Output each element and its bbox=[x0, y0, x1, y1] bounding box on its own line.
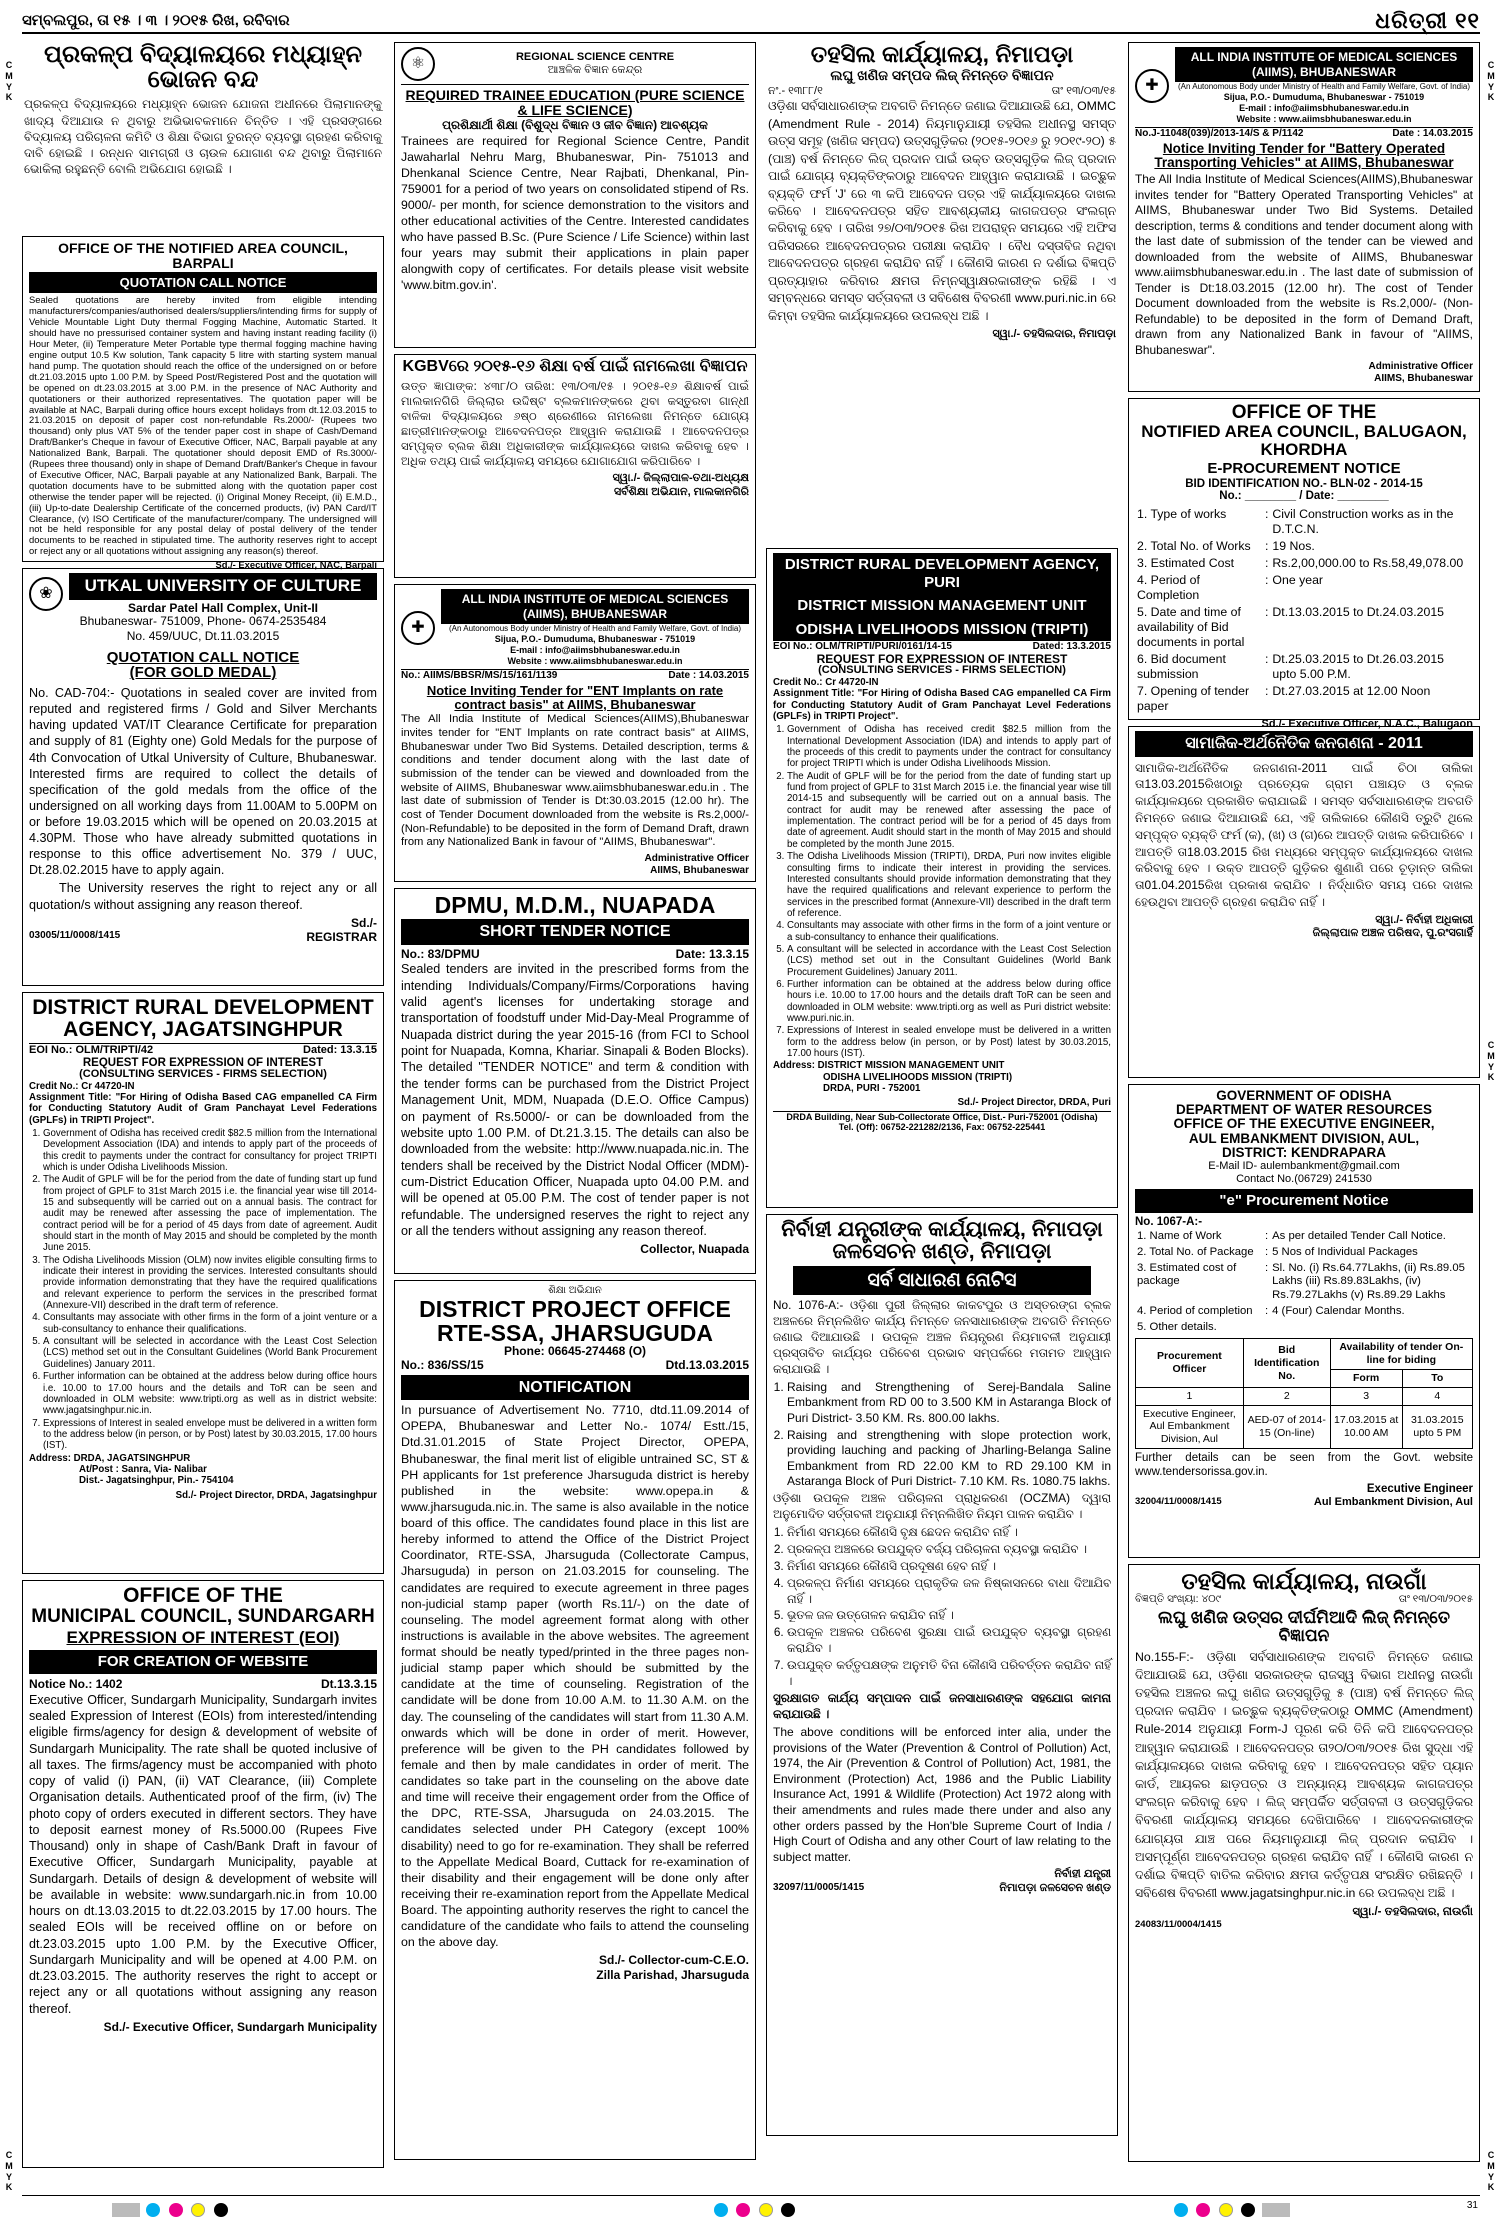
magenta-swatch bbox=[1196, 2203, 1210, 2217]
column-1 bbox=[22, 42, 384, 2174]
masthead-page: ଧରିତ୍ରୀ ୧୧ bbox=[1375, 8, 1480, 33]
ad-tahasil-naugaon: ତହସିଲ କାର୍ଯ୍ୟାଳୟ, ନାଉଗାଁ ବିଜ୍ଞପ୍ତି ସଂଖ୍ୟା: ୪୦୯ ତାଂ ୧୩/୦୩/୨୦୧୫ ଲଘୁ ଖଣିଜ ଉତ୍ସର ଦୀର୍ଘମିଆଦି ଲିଜ୍ ନିମନ୍ତେ ବିଜ୍ଞାପନ No.155-F:- ଓଡ଼ିଶା ସର୍ବସାଧାରଣଙ୍କ ଅବଗତି ନିମନ୍ତେ ଜଣାଇ ଦିଆଯାଉଛି ଯେ, ଓଡ଼ିଶା ସରକାରଙ୍କ ରାଜସ୍ୱ ବିଭାଗ ଅଧୀନସ୍ଥ ନାଉଗାଁ ତହସିଲ ଅଞ୍ଚଳର ଲଘୁ ଖଣିଜ ଉତ୍ସଗୁଡ଼ିକୁ ୫ (ପାଞ୍ଚ) ବର୍ଷ ନିମନ୍ତେ ଲିଜ୍ ପ୍ରଦାନ କରାଯିବ । ଇଚ୍ଛୁକ ବ୍ୟକ୍ତିଙ୍କଠାରୁ OMMC (Amendment) Rule-2014 ଅନୁଯାୟୀ Form-J ପୂରଣ କରି ତିନି କପି ଆବେଦନପତ୍ର ଆହ୍ୱାନ କରାଯାଉଛି । ଆବେଦନପତ୍ର ତା୨୦/୦୩/୨୦୧୫ ରିଖ ସୁଦ୍ଧା ଏହି କାର୍ଯ୍ୟାଳୟରେ ଦାଖଲ କରିବାକୁ ହେବ । ଆବେଦନପତ୍ର ସହିତ ପ୍ୟାନ କାର୍ଡ, ଆୟକର ଛାଡ଼ପତ୍ର ଓ ଅନ୍ୟାନ୍ୟ ଆବଶ୍ୟକ କାଗଜପତ୍ର ସଂଲଗ୍ନ କରିବାକୁ ହେବ । ଲିଜ୍ ସମ୍ପର୍କିତ ସର୍ତ୍ତାବଳୀ ଓ ଉତ୍ସଗୁଡ଼ିକର ବିବରଣୀ କାର୍ଯ୍ୟାଳୟ ସମୟରେ ଦେଖିପାରିବେ । ଆବେଦନକାରୀଙ୍କ ଯୋଗ୍ୟତା ଯାଞ୍ଚ ପରେ ନିୟମାନୁଯାୟୀ ଲିଜ୍ ପ୍ରଦାନ କରାଯିବ । ଅସମ୍ପୂର୍ଣ୍ଣ ଆବେଦନପତ୍ର ଗ୍ରହଣ କରାଯିବ ନାହିଁ । କୌଣସି କାରଣ ନ ଦର୍ଶାଇ ବିଜ୍ଞପ୍ତି ବାତିଲ କରିବାର କ୍ଷମତା କର୍ତ୍ତୃପକ୍ଷ ସଂରକ୍ଷିତ ରଖିଛନ୍ତି । ସବିଶେଷ ବିବରଣୀ www.jagatsinghpur.nic.in ରେ ଉପଲବ୍ଧ ଅଛି । ସ୍ୱା./- ତହସିଲଦାର, ନାଉଗାଁ 24083/11/0004/1415 bbox=[1128, 1564, 1480, 2162]
university-logo-icon: ❀ bbox=[29, 577, 63, 611]
table-row: 7. Opening of tender paper : Dt.27.03.2015 at 12.00 Noon bbox=[1137, 683, 1431, 713]
black-swatch bbox=[214, 2203, 228, 2217]
black-swatch bbox=[781, 2203, 795, 2217]
ad-drda-puri: DISTRICT RURAL DEVELOPMENT AGENCY, PURI DISTRICT MISSION MANAGEMENT UNIT ODISHA LIVELIHOODS MISSION (TRIPTI) EOI No.: OLM/TRIPTI/PURI/0161/14-15 Dated: 13.3.2015 REQUEST FOR EXPRESSION OF INTEREST (CONSULTING SERVICES - FIRMS SELECTION) Credit No.: Cr 44720-IN Assignment Title: "For Hiring of Odisha Based CAG empanelled CA Firm for Conducting Statutory Audit of Gram Panchayat Level Federations (GPLFs) in TRIPTI Project". 1. Government of Odisha has received credit $82.5 million from the International Development Association (IDA) and intends to apply part of the proceeds of this credit to payments under the contract for consultancy for project TRIPTI which is under Odisha Livelihoods Mission. 2. The Audit of GPLF will be for the period from the date of funding start up fund from project of GPLF to 31st March 2015 i.e. the financial year wise till 2014-15 and subsequently will be carried out on a annual basis. The contract for audit may be renewed after assessing the pace of implementation. The contract period will be for a period of 45 days from date of agreement. Audit should start in the month of May 2015 and should be completed by the month June 2015. 3. The Odisha Livelihoods Mission (TRIPTI), DRDA, Puri now invites eligible consulting firms to indicate their interest in providing the services. Interested consultants should provide information demonstrating that they have the required qualifications and relevant experience to perform the services in the prescribed format (Annexure-VII) described in the draft term of reference. 4. Consultants may associate with other firms in the form of a joint venture or a sub-consultancy to enhance their qualifications. 5. A consultant will be selected in accordance with the Least Cost Selection (LCS) method set out in the Consultant Guidelines (World Bank Procurement Guidelines) January 2011. 6. Further information can be obtained at the address below during office hours i.e. 10.00 to 17.00 hours and the details draft ToR can be seen and downloaded in OLM website: www.tripti.org as well as Puri district website: www.puri.nic.in. 7. Expressions of Interest in sealed envelope must be delivered in a written form to the address below (in person, or by Post) latest by 30.03.2015, 17.00 hours (IST). Address: DISTRICT MISSION MANAGEMENT UNIT ODISHA LIVELIHOODS MISSION (TRIPTI) DRDA, PURI - 752001 Sd./- Project Director, DRDA, Puri DRDA Building, Near Sub-Collectorate Office, Dist.- Puri-752001 (Odisha) Tel. (Off): 06752-221282/2136, Fax: 06752-225441 bbox=[766, 548, 1118, 1208]
ad-nac-balugaon: OFFICE OF THE NOTIFIED AREA COUNCIL, BALUGAON, KHORDHA E-PROCUREMENT NOTICE BID IDENTIFICATION NO.- BLN-02 - 2014-15 No.: ________ / Date: ________ 1. Type of works : Civil Construction works as in the D.T.C.N. 2. Total No. of Works : 19 Nos. 3. Estimated Cost : Rs.2,00,000.00 to Rs.58,49,078.00 4. Period of Completion : One year 5. Date and time of availability of Bid documents in portal : Dt.13.03.2015 to Dt.24.03.2015 6. Bid document submission : Dt.25.03.2015 to Dt.26.03.2015 upto 5.00 P.M. 7. Opening of tender paper : Dt.27.03.2015 at 12.00 Noon Sd./- Executive Officer, N.A.C., Balugaon bbox=[1128, 398, 1480, 720]
masthead bbox=[22, 8, 1480, 34]
drda-jagatsinghpur-items: 1. Government of Odisha has received credit $82.5 million from the International Development Association (IDA) and intends to apply part of the proceeds of this credit to payments under the contract for consultancy for project TRIPTI which is under Odisha Livelihoods Mission. 2. The Audit of GPLF will be for the period from the date of funding start up fund from project of GPLF to 31st March 2015 i.e. the financial year wise till 2014-15 and subsequently will be carried out on a annual basis. The contract for audit may be renewed after assessing the pace of implementation. The contract period will be for a period of 45 days from date of agreement. Audit should start in the month of May 2015 and should be completed by the month June 2015. 3. The Odisha Livelihoods Mission (OLM) now invites eligible consulting firms to indicate their interest in providing the services. Interested consultants should provide information demonstrating that they have the required qualifications and relevant experience to perform the services in the prescribed format (Annexure-VII) described in the draft term of reference. 4. Consultants may associate with other firms in the form of a joint venture or a sub-consultancy to enhance their qualifications. 5. A consultant will be selected in accordance with the Least Cost Selection (LCS) method set out in the Consultant Guidelines (World Bank Procurement Guidelines) January 2011. 6. Further information can be obtained at the address below during office hours i.e. 10.00 to 17.00 hours and the details and ToR can be seen and downloaded in OLM website: www.tripti.org as well as in district website: www.jagatsinghpur.nic.in. 7. Expressions of Interest in sealed envelope must be delivered in a written form to the address below (in person, or by Post) latest by 30.03.2015, 17.00 hours (IST). bbox=[29, 1128, 377, 1452]
ad-rte-ssa-jharsuguda: ଶିକ୍ଷା ଅଭିଯାନ DISTRICT PROJECT OFFICE RTE-SSA, JHARSUGUDA Phone: 06645-274468 (O) No.: 836/SS/15 Dtd.13.03.2015 NOTIFICATION In pursuance of Advertisement No. 7710, dtd.11.09.2014 of OPEPA, Bhubaneswar and Letter No.- 1074/ Estt./15, Dtd.31.01.2015 of State Project Director, OPEPA, Bhubaneswar, the final merit list of eligible untrained SC, ST & PH applicants for 1st preference Jharsuguda district is hereby published in the website: www.opepa.in & www.jharsuguda.nic.in. The same is also available in the notice board of this office. The candidates found place in this list are hereby informed to attend the Office of the District Project Coordinator, RTE-SSA, Jharsuguda (Collectorate Campus, Jharsuguda) in person on 21.03.2015 for counseling. The candidates are required to execute agreement in three pages non-judicial stamp paper (worth Rs.11/-) on the date of counseling. The model agreement format along with other instructions is available in the above websites. The agreement format should be neatly typed/printed in the three pages non-judicial stamp paper which should be submitted by the candidate at the time of counseling. Registration of the candidate will be done from 10.00 A.M. to 11.30 A.M. on the day. The counseling of the candidates will start from 11.30 A.M. onwards which will be done in order of merit. However, preference will be given to the PH candidates followed by female and then by male candidates in order of merit. The candidates so take part in the counseling on the above date and time will receive their engagement order from the Office of the DPC, RTE-SSA, Jharsuguda on 24.03.2015. The candidates selected under PH Category (except 100% disability) need to go for re-examination. They shall be referred to the Appellate Medical Board, Cuttack for re-examination of their disability and their engagement will be done only after receiving their re-examination report from the Appellate Medical Board. The appointing authority reserves the right to cancel the candidature of the candidate who fails to attend the counseling on the above day. Sd./- Collector-cum-C.E.O. Zilla Parishad, Jharsuguda bbox=[394, 1280, 756, 2160]
color-bar-left bbox=[112, 2201, 230, 2219]
table-row: 2. Total No. of Works : 19 Nos. bbox=[1137, 538, 1315, 553]
table-row: 4. Period of completion : 4 (Four) Calendar Months. bbox=[1137, 1304, 1405, 1317]
registration-mark-left-bottom: C M Y K bbox=[5, 2150, 13, 2193]
table-row: 1. Name of Work : As per detailed Tender Call Notice. bbox=[1137, 1229, 1446, 1242]
table-row: Executive Engineer, Aul Embankment Division, Aul AED-07 of 2014-15 (On-line) 17.03.2015 at 10.00 AM 31.03.2015 upto 5 PM bbox=[1136, 1405, 1473, 1448]
yellow-swatch bbox=[759, 2203, 773, 2217]
ad-title: ପ୍ରକଳ୍ପ ବିଦ୍ୟାଳୟରେ ମଧ୍ୟାହ୍ନ ଭୋଜନ ବନ୍ଦ bbox=[44, 41, 362, 94]
ad-midday-meal: ପ୍ରକଳ୍ପ ବିଦ୍ୟାଳୟରେ ମଧ୍ୟାହ୍ନ ଭୋଜନ ବନ୍ଦ ପ୍ରକଳ୍ପ ବିଦ୍ୟାଳୟରେ ମଧ୍ୟାହ୍ନ ଭୋଜନ ଯୋଜନା ଅଧୀନରେ ପିଲାମାନଙ୍କୁ ଖାଦ୍ୟ ଦିଆଯାଉ ନ ଥିବାରୁ ଅଭିଭାବକମାନେ ଚିନ୍ତିତ । ଏହି ପ୍ରସଙ୍ଗରେ ବିଦ୍ୟାଳୟ ପରିଚାଳନା କମିଟି ଓ ଶିକ୍ଷା ବିଭାଗ ତୁରନ୍ତ ବ୍ୟବସ୍ଥା ଗ୍ରହଣ କରିବାକୁ ଦାବି ହୋଇଛି । ରନ୍ଧନ ସାମଗ୍ରୀ ଓ ଚାଉଳ ଯୋଗାଣ ବନ୍ଦ ଥିବାରୁ ପିଲାମାନେ ଭୋକିଲା ରହୁଛନ୍ତି ବୋଲି ଅଭିଯୋଗ ହୋଇଛି । bbox=[24, 41, 382, 177]
drda-puri-items: 1. Government of Odisha has received credit $82.5 million from the International Development Association (IDA) and intends to apply part of the proceeds of this credit to payments under the contract for consultancy for project TRIPTI which is under Odisha Livelihoods Mission. 2. The Audit of GPLF will be for the period from the date of funding start up fund from project of GPLF to 31st March 2015 i.e. the financial year wise till 2014-15 and subsequently will be carried out on a annual basis. The contract for audit may be renewed after assessing the pace of implementation. The contract period will be for a period of 45 days from date of agreement. Audit should start in the month of May 2015 and should be completed by the month June 2015. 3. The Odisha Livelihoods Mission (TRIPTI), DRDA, Puri now invites eligible consulting firms to indicate their interest in providing the services. Interested consultants should provide information demonstrating that they have the required qualifications and relevant experience to perform the services in the prescribed format (Annexure-VII) described in the draft term of reference. 4. Consultants may associate with other firms in the form of a joint venture or a sub-consultancy to enhance their qualifications. 5. A consultant will be selected in accordance with the Least Cost Selection (LCS) method set out in the Consultant Guidelines (World Bank Procurement Guidelines) January 2011. 6. Further information can be obtained at the address below during office hours i.e. 10.00 to 17.00 hours and the details draft ToR can be seen and downloaded in OLM website: www.tripti.org as well as Puri district website: www.puri.nic.in. 7. Expressions of Interest in sealed envelope must be delivered in a written form to the address below (in person, or by Post) latest by 30.03.2015, 17.00 hours (IST). bbox=[773, 724, 1111, 1059]
table-row: 5. Other details. bbox=[1137, 1320, 1217, 1333]
registration-mark-left-top: C M Y K bbox=[5, 60, 13, 103]
ad-drda-jagatsinghpur: DISTRICT RURAL DEVELOPMENT AGENCY, JAGATSINGHPUR EOI No.: OLM/TRIPTI/42 Dated: 13.3.15 REQUEST FOR EXPRESSION OF INTEREST (CONSULTING SERVICES - FIRMS SELECTION) Credit No.: Cr 44720-IN Assignment Title: "For Hiring of Odisha Based CAG empanelled CA Firm for Conducting Statutory Audit of Gram Panchayat Level Federations (GPLFs) in TRIPTI Project". 1. Government of Odisha has received credit $82.5 million from the International Development Association (IDA) and intends to apply part of the proceeds of this credit to payments under the contract for consultancy for project TRIPTI which is under Odisha Livelihoods Mission. 2. The Audit of GPLF will be for the period from the date of funding start up fund from project of GPLF to 31st March 2015 i.e. the financial year wise till 2014-15 and subsequently will be carried out on a annual basis. The contract for audit may be renewed after assessing the pace of implementation. The contract period will be for a period of 45 days from date of agreement. Audit should start in the month of May 2015 and should be completed by the month June 2015. 3. The Odisha Livelihoods Mission (OLM) now invites eligible consulting firms to indicate their interest in providing the services. Interested consultants should provide information demonstrating that they have the required qualifications and relevant experience to perform the services in the prescribed format (Annexure-VII) described in the draft term of reference. 4. Consultants may associate with other firms in the form of a joint venture or a sub-consultancy to enhance their qualifications. 5. A consultant will be selected in accordance with the Least Cost Selection (LCS) method set out in the Consultant Guidelines (World Bank Procurement Guidelines) January 2011. 6. Further information can be obtained at the address below during office hours i.e. 10.00 to 17.00 hours and the details and ToR can be seen and downloaded in OLM website: www.tripti.org as well as in district website: www.jagatsinghpur.nic.in. 7. Expressions of Interest in sealed envelope must be delivered in a written form to the address below (in person, or by Post) latest by 30.03.2015, 17.00 hours (IST). Address: DRDA, JAGATSINGHPUR At/Post : Sanra, Via- Nalibar Dist.- Jagatsinghpur, Pin.- 754104 Sd./- Project Director, DRDA, Jagatsinghpur bbox=[22, 992, 384, 1574]
table-row: 3. Estimated cost of package : Sl. No. (i) Rs.64.77Lakhs, (ii) Rs.89.05 Lakhs (iii) Rs.89.83Lakhs, (iv) Rs.79.27Lakhs (v) Rs.89.29 Lakhs bbox=[1137, 1261, 1465, 1302]
table-row: 3. Estimated Cost : Rs.2,00,000.00 to Rs.58,49,078.00 bbox=[1137, 555, 1464, 570]
footer-bar bbox=[22, 2195, 1480, 2219]
table-row: 2. Total No. of Package : 5 Nos of Individual Packages bbox=[1137, 1245, 1418, 1258]
ad-aul-embankment: GOVERNMENT OF ODISHA DEPARTMENT OF WATER RESOURCES OFFICE OF THE EXECUTIVE ENGINEER, AUL EMBANKMENT DIVISION, AUL, DISTRICT: KENDRAPARA E-Mail ID- aulembankment@gmail.com Contact No.(06729) 241530 "e" Procurement Notice No. 1067-A:- 1. Name of Work : As per detailed Tender Call Notice. 2. Total No. of Package : 5 Nos of Individual Packages 3. Estimated cost of package : Sl. No. (i) Rs.64.77Lakhs, (ii) Rs.89.05 Lakhs (iii) Rs.89.83Lakhs, (iv) Rs.79.27Lakhs (v) Rs.89.29 Lakhs 4. Period of completion : 4 (Four) Calendar Months. 5. Other details. Procurement Officer Bid Identification No. Availability of tender On-line for biding Form To 1 2 3 4 Executive Engineer, Aul Embankment Division, Aul AED-07 of 2014-15 (On-line) 17.03.2015 at 10.00 AM 31.03.2015 upto 5 PM Further details can be seen from the Govt. website www.tendersorissa.gov.in. Executive Engineer 32004/11/0008/1415 Aul Embankment Division, Aul bbox=[1128, 1084, 1480, 1558]
ad-sundargarh-municipality: OFFICE OF THE MUNICIPAL COUNCIL, SUNDARGARH EXPRESSION OF INTEREST (EOI) FOR CREATION OF WEBSITE Notice No.: 1402 Dt.13.3.15 Executive Officer, Sundargarh Municipality, Sundargarh invites sealed Expression of Interest (EOIs) from interested/intending eligible firms/agency for design & development of website of Sundargarh Municipality. The rate shall be quoted inclusive of all taxes. The firms/agency must be accompanied with photo copy of valid (i) PAN, (ii) VAT Clearance, (iii) Complete Organisation details. Authenticated proof of the firm, (iv) The photo copy of orders executed in different sectors. They have to deposit earnest money of Rs.5000.00 (Rupees Five Thousand) only in shape of Cash/Bank Draft in favour of Executive Officer, Sundargarh Municipality, payable at Sundargarh. Details of design & development of website will be available in website: www.sundargarh.nic.in from 10.00 hours on dt.13.03.2015 to dt.22.03.2015 by 17.00 hours. The sealed EOIs will be received offline on or before on dt.23.03.2015 upto 1.00 P.M. by the Executive Officer, Sundargarh Municipality and will be opened at 4.00 P.M. on dt.23.03.2015. The authority reserves the right to accept or reject any or all quotations without assigning any reason thereof. Sd./- Executive Officer, Sundargarh Municipality bbox=[22, 1580, 384, 2168]
aiims-logo-icon: ✚ bbox=[1135, 69, 1169, 103]
yellow-swatch bbox=[1219, 2203, 1233, 2217]
ssa-banner: ଶିକ୍ଷା ଅଭିଯାନ bbox=[548, 1285, 602, 1296]
grey-swatch bbox=[1262, 2203, 1290, 2217]
registration-mark-right-bottom: C M Y K bbox=[1487, 2150, 1495, 2193]
aul-details-table bbox=[1135, 1229, 1473, 1335]
column-3 bbox=[766, 42, 1118, 2142]
ad-barpali-quotation: OFFICE OF THE NOTIFIED AREA COUNCIL, BARPALI QUOTATION CALL NOTICE Sealed quotations are hereby invited from eligible intending manufacturers/companies/authorised dealers/suppliers/intending firms for supply of Vehicle Mountable Light Duty thermal Fogging Machine, Automatic Started. It should have no pressurised container system and having instant reading facility (i) Hour Meter, (ii) Temperature Meter Portable type thermal fogging machine having engine output 10.5 Kw solution, Tank capacity 5 litre with starting system manual hand pump. The quotation should reach the office of the undersigned on or before dt.21.03.2015 upto 1.00 P.M. by Speed Post/Registered Post and the quotation will be opened on dt.23.03.2015 at 3.00 P.M. in the presence of NAC Authority and quotationers or their authorized representatives. The quotation paper will be available at NAC, Barpali during office hours except holidays from dt.12.03.2015 to 21.03.2015 on deposit of paper cost non-refundable Rs.2000/- (Rupees two thousand) only plus VAT 5% of the tender paper cost in shape of Cash/Demand Draft/Banker's Cheque in favour of Executive Officer, NAC, Barpali payable at any Nationalized Bank, Barpali. The quotationer should deposit EMD of Rs.3000/- (Rupees three thousand) only in shape of Demand Draft/Banker's Cheque in favour of Executive Officer, NAC, Barpali payable at any Nationalized Bank, Barpali. The quotation documents have to be submitted along with the quotation paper cost otherwise the tender paper will be rejected. (i) Original Money Receipt, (ii) E.M.D., (iii) Up-to-date Dealership Certificate of the concerned products, (iv) PAN Card/IT Clearance, (v) ISO Certificate of the manufacturer/company. The undersigned will not be held responsible for any postal delay of postal delivery of the tender documents to be reached in stipulated time. The authority reserves right to accept or reject any or all quotations without assigning any reason(s) thereof. Sd./- Executive Officer, NAC, Barpali bbox=[22, 236, 384, 562]
masthead-date: ସମ୍ବଲପୁର, ତା ୧୫ । ୩ । ୨୦୧୫ ରିଖ, ରବିବାର bbox=[22, 12, 290, 29]
cyan-swatch bbox=[146, 2203, 160, 2217]
ad-kgbv-admission: KGBVରେ ୨୦୧୫-୧୬ ଶିକ୍ଷା ବର୍ଷ ପାଇଁ ନାମଲେଖା ବିଜ୍ଞାପନ ଉତ୍ତ ଜ୍ଞାପାଙ୍କ: ୪୩୮/୦ ତାରିଖ: ୧୩/୦୩/୧୫ । ୨୦୧୫-୧୬ ଶିକ୍ଷାବର୍ଷ ପାଇଁ ମାଲକାନଗିରି ଜିଲ୍ଲାର ଉଦ୍ଦିଷ୍ଟ ବ୍ଲକମାନଙ୍କରେ ଥିବା କସ୍ତୁରବା ଗାନ୍ଧୀ ବାଳିକା ବିଦ୍ୟାଳୟରେ ୬ଷ୍ଠ ଶ୍ରେଣୀରେ ନାମଲେଖା ନିମନ୍ତେ ଯୋଗ୍ୟ ଛାତ୍ରୀମାନଙ୍କଠାରୁ ଆବେଦନପତ୍ର ଆହ୍ୱାନ କରାଯାଉଛି । ଆବେଦନପତ୍ର ସମ୍ପୃକ୍ତ ବ୍ଲକ ଶିକ୍ଷା ଅଧିକାରୀଙ୍କ କାର୍ଯ୍ୟାଳୟରେ ଦାଖଲ କରିବାକୁ ହେବ । ଅଧିକ ତଥ୍ୟ ପାଇଁ କାର୍ଯ୍ୟାଳୟ ସମୟରେ ଯୋଗାଯୋଗ କରିପାରିବେ । ସ୍ୱା./- ଜିଲ୍ଲାପାଳ-ତଥା-ଅଧ୍ୟକ୍ଷ ସର୍ବଶିକ୍ଷା ଅଭିଯାନ, ମାଲକାନଗିରି bbox=[394, 354, 756, 578]
irrigation-conditions-list: 1. ନିର୍ମାଣ ସମୟରେ କୌଣସି ବୃକ୍ଷ ଛେଦନ କରାଯିବ ନାହିଁ । 2. ପ୍ରକଳ୍ପ ଅଞ୍ଚଳରେ ଉପଯୁକ୍ତ ବର୍ଜ୍ୟ ପରିଚାଳନା ବ୍ୟବସ୍ଥା କରାଯିବ । 3. ନିର୍ମାଣ ସମୟରେ କୌଣସି ପ୍ରଦୂଷଣ ହେବ ନାହିଁ । 4. ପ୍ରକଳ୍ପ ନିର୍ମାଣ ସମୟରେ ପ୍ରାକୃତିକ ଜଳ ନିଷ୍କାସନରେ ବାଧା ଦିଆଯିବ ନାହିଁ । 5. ଭୂତଳ ଜଳ ଉତ୍ତୋଳନ କରାଯିବ ନାହିଁ । 6. ଉପକୂଳ ଅଞ୍ଚଳର ପରିବେଶ ସୁରକ୍ଷା ପାଇଁ ଉପଯୁକ୍ତ ବ୍ୟବସ୍ଥା ଗ୍ରହଣ କରାଯିବ । 7. ଉପଯୁକ୍ତ କର୍ତ୍ତୃପକ୍ଷଙ୍କ ଅନୁମତି ବିନା କୌଣସି ପରିବର୍ତ୍ତନ କରାଯିବ ନାହିଁ । bbox=[773, 1525, 1111, 1690]
page-number: 31 bbox=[1466, 2200, 1478, 2211]
color-bar-right bbox=[1172, 2201, 1290, 2219]
table-row: 6. Bid document submission : Dt.25.03.2015 to Dt.26.03.2015 upto 5.00 P.M. bbox=[1137, 651, 1445, 681]
aul-procurement-table bbox=[1135, 1338, 1473, 1449]
table-row: 5. Date and time of availability of Bid documents in portal : Dt.13.03.2015 to Dt.24.03.2015 bbox=[1137, 604, 1445, 649]
yellow-swatch bbox=[191, 2203, 205, 2217]
cyan-swatch bbox=[714, 2203, 728, 2217]
cyan-swatch bbox=[1174, 2203, 1188, 2217]
ad-irrigation-nimapada: ନିର୍ବାହୀ ଯନ୍ତ୍ରୀଙ୍କ କାର୍ଯ୍ୟାଳୟ, ନିମାପଡ଼ା ଜଳସେଚନ ଖଣ୍ଡ, ନିମାପଡ଼ା ସର୍ବ ସାଧାରଣ ନୋଟିସ No. 1076-A:- ଓଡ଼ିଶା ପୁରୀ ଜିଲ୍ଲାର କାକଟପୁର ଓ ଅସ୍ତରଙ୍ଗ ବ୍ଲକ ଅଞ୍ଚଳରେ ନିମ୍ନଲିଖିତ କାର୍ଯ୍ୟ ନିମନ୍ତେ ଜନସାଧାରଣଙ୍କ ଅବଗତି ନିମନ୍ତେ ଜଣାଇ ଦିଆଯାଉଛି । ଉପକୂଳ ଅଞ୍ଚଳ ନିୟନ୍ତ୍ରଣ ନିୟମାବଳୀ ଅନୁଯାୟୀ ପ୍ରସ୍ତାବିତ କାର୍ଯ୍ୟର ପରିବେଶ ପ୍ରଭାବ ସମ୍ପର୍କରେ ମତାମତ ଆହ୍ୱାନ କରାଯାଉଛି । 1. Raising and Strengthening of Serej-Bandala Saline Embankment from RD 00 to 3.500 KM in Astaranga Block of Puri District- 3.50 KM. Rs. 800.00 lakhs. 2. Raising and strengthening with slope protection work, providing lauching and packing of Jharling-Belanga Saline Embankment from RD 22.00 KM to RD 29.100 KM in Astaranga Block of Puri District- 7.10 KM. Rs. 1080.75 lakhs. ଓଡ଼ିଶା ଉପକୂଳ ଅଞ୍ଚଳ ପରିଚାଳନା ପ୍ରାଧିକରଣ (OCZMA) ଦ୍ୱାରା ଅନୁମୋଦିତ ସର୍ତ୍ତାବଳୀ ଅନୁଯାୟୀ ନିମ୍ନଲିଖିତ ନିୟମ ପାଳନ କରାଯିବ । 1. ନିର୍ମାଣ ସମୟରେ କୌଣସି ବୃକ୍ଷ ଛେଦନ କରାଯିବ ନାହିଁ । 2. ପ୍ରକଳ୍ପ ଅଞ୍ଚଳରେ ଉପଯୁକ୍ତ ବର୍ଜ୍ୟ ପରିଚାଳନା ବ୍ୟବସ୍ଥା କରାଯିବ । 3. ନିର୍ମାଣ ସମୟରେ କୌଣସି ପ୍ରଦୂଷଣ ହେବ ନାହିଁ । 4. ପ୍ରକଳ୍ପ ନିର୍ମାଣ ସମୟରେ ପ୍ରାକୃତିକ ଜଳ ନିଷ୍କାସନରେ ବାଧା ଦିଆଯିବ ନାହିଁ । 5. ଭୂତଳ ଜଳ ଉତ୍ତୋଳନ କରାଯିବ ନାହିଁ । 6. ଉପକୂଳ ଅଞ୍ଚଳର ପରିବେଶ ସୁରକ୍ଷା ପାଇଁ ଉପଯୁକ୍ତ ବ୍ୟବସ୍ଥା ଗ୍ରହଣ କରାଯିବ । 7. ଉପଯୁକ୍ତ କର୍ତ୍ତୃପକ୍ଷଙ୍କ ଅନୁମତି ବିନା କୌଣସି ପରିବର୍ତ୍ତନ କରାଯିବ ନାହିଁ । ସୁରକ୍ଷାଗତ କାର୍ଯ୍ୟ ସମ୍ପାଦନ ପାଇଁ ଜନସାଧାରଣଙ୍କ ସହଯୋଗ କାମନା କରାଯାଉଛି । The above conditions will be enforced inter alia, under the provisions of the Water (Prevention & Control of Pollution) Act, 1974, the Air (Prevention & Control of Pollution) Act, 1981, the Environment (Protection) Act, 1986 and the Public Liability Insurance Act, 1991 & Wildlife (Protection) Act 1972 along with their amendments and rules made there under and also any other orders passed by the Hon'ble Supreme Court of India / High Court of Odisha and any other Court of law relating to the subject matter. ନିର୍ବାହୀ ଯନ୍ତ୍ରୀ 32097/11/0005/1415 ନିମାପଡ଼ା ଜଳସେଚନ ଖଣ୍ଡ bbox=[766, 1214, 1118, 2136]
table-row: 4. Period of Completion : One year bbox=[1137, 572, 1324, 602]
magenta-swatch bbox=[736, 2203, 750, 2217]
magenta-swatch bbox=[169, 2203, 183, 2217]
irrigation-works-list: 1. Raising and Strengthening of Serej-Bandala Saline Embankment from RD 00 to 3.500 KM in Astaranga Block of Puri District- 3.50 KM. Rs. 800.00 lakhs. 2. Raising and strengthening with slope protection work, providing lauching and packing of Jharling-Belanga Saline Embankment from RD 22.00 KM to RD 29.100 KM in Astaranga Block of Puri District- 7.10 KM. Rs. 1080.75 lakhs. bbox=[773, 1380, 1111, 1490]
color-bar-center bbox=[712, 2201, 797, 2219]
ad-socio-economic-census: ସାମାଜିକ-ଅର୍ଥନୈତିକ ଜନଗଣନା - 2011 ସାମାଜିକ-ଅର୍ଥନୈତିକ ଜନଗଣନା-2011 ପାଇଁ ଚିଠା ତାଲିକା ତା13.03.2015ରିଖଠାରୁ ପ୍ରତ୍ୟେକ ଗ୍ରାମ ପଞ୍ଚାୟତ ଓ ବ୍ଲକ କାର୍ଯ୍ୟାଳୟରେ ପ୍ରକାଶିତ କରାଯାଇଛି । ସମସ୍ତ ସର୍ବସାଧାରଣଙ୍କ ଅବଗତି ନିମନ୍ତେ ଜଣାଇ ଦିଆଯାଉଛି ଯେ, ଏହି ତାଲିକାରେ କୌଣସି ତ୍ରୁଟି ଥିଲେ ସମ୍ପୃକ୍ତ ବ୍ୟକ୍ତି ଫର୍ମ (କ), (ଖ) ଓ (ଗ)ରେ ଆପତ୍ତି ଦାଖଲ କରିପାରିବେ । ଆପତ୍ତି ତା18.03.2015 ରିଖ ମଧ୍ୟରେ ସମ୍ପୃକ୍ତ କାର୍ଯ୍ୟାଳୟରେ ଦାଖଲ କରିବାକୁ ହେବ । ଉକ୍ତ ଆପତ୍ତି ଗୁଡ଼ିକର ଶୁଣାଣି ପରେ ଚୂଡ଼ାନ୍ତ ତାଲିକା ତା01.04.2015ରିଖ ପ୍ରକାଶ କରାଯିବ । ନିର୍ଦ୍ଧାରିତ ସମୟ ପରେ ଦାଖଲ ହେଉଥିବା ଆପତ୍ତି ଗ୍ରହଣ କରାଯିବ ନାହିଁ । ସ୍ୱା./- ନିର୍ବାହୀ ଅଧିକାରୀ ଜିଲ୍ଲାପାଳ ଅଞ୍ଚଳ ପରିଷଦ, ପୁ.ରଂସଗାର୍ହି bbox=[1128, 726, 1480, 1078]
ad-tahasil-nimapada: ତହସିଲ କାର୍ଯ୍ୟାଳୟ, ନିମାପଡ଼ା ଲଘୁ ଖଣିଜ ସମ୍ପଦ ଲିଜ୍ ନିମନ୍ତେ ବିଜ୍ଞାପନ ନଂ.- ୧୩୮୮/୧ ତାଂ ୧୩/୦୩/୧୫ ଓଡ଼ିଶା ସର୍ବସାଧାରଣଙ୍କ ଅବଗତି ନିମନ୍ତେ ଜଣାଇ ଦିଆଯାଉଛି ଯେ, OMMC (Amendment Rule - 2014) ନିୟମାନୁଯାୟୀ ତହସିଲ ଅଧୀନସ୍ଥ ସମସ୍ତ ଉତ୍ସ ସମୂହ (ଖଣିଜ ସମ୍ପଦ) ଉତ୍ସଗୁଡ଼ିକର (୨୦୧୫-୨୦୧୬ ରୁ ୨୦୧୯-୨୦) ୫ (ପାଞ୍ଚ) ବର୍ଷ ନିମନ୍ତେ ଲିଜ୍ ପ୍ରଦାନ ପାଇଁ ଉକ୍ତ ଉତ୍ସଗୁଡ଼ିକ ଲିଜ୍ ପ୍ରଦାନ ପାଇଁ ଯୋଗ୍ୟ ବ୍ୟକ୍ତିଙ୍କଠାରୁ ଆବେଦନ ଆହ୍ୱାନ କରାଯାଉଛି । ଇଚ୍ଛୁକ ବ୍ୟକ୍ତି ଫର୍ମ 'J' ରେ ୩ କପି ଆବେଦନ ପତ୍ର ଏହି କାର୍ଯ୍ୟାଳୟରେ ଦାଖଲ କରିବେ । ଆବେଦନପତ୍ର ସହିତ ଆବଶ୍ୟକୀୟ କାଗଜପତ୍ର ସଂଲଗ୍ନ କରିବାକୁ ହେବ । ତାରିଖ ୨୭/୦୩/୨୦୧୫ ରିଖ ଅପରାହ୍ନ ସମୟରେ ଏହି ଅଫିସ ପରିସରରେ ଆବେଦନପତ୍ରର ପରୀକ୍ଷା କରାଯିବ । ବୈଧ ଦସ୍ତାବିଜ ନଥିବା ଆବେଦନପତ୍ର ଗ୍ରହଣ କରାଯିବ ନାହିଁ । କୌଣସି କାରଣ ନ ଦର୍ଶାଇ ବିଜ୍ଞପ୍ତି ପ୍ରତ୍ୟାହାର କରିବାର କ୍ଷମତା ନିମ୍ନସ୍ୱାକ୍ଷରକାରୀଙ୍କ ରହିଛି । ଏ ସମ୍ବନ୍ଧରେ ସମସ୍ତ ସର୍ତ୍ତାବଳୀ ଓ ସବିଶେଷ ବିବରଣୀ www.puri.nic.in ରେ କିମ୍ବା ତହସିଲ କାର୍ଯ୍ୟାଳୟରେ ଉପଲବ୍ଧ ଅଛି । ସ୍ୱା./- ତହସିଲଦାର, ନିମାପଡ଼ା bbox=[768, 41, 1116, 341]
ad-regional-science-centre: ⚛ REGIONAL SCIENCE CENTRE ଆଞ୍ଚଳିକ ବିଜ୍ଞାନ କେନ୍ଦ୍ର REQUIRED TRAINEE EDUCATION (PURE SCIENCE & LIFE SCIENCE) ପ୍ରଶିକ୍ଷାର୍ଥୀ ଶିକ୍ଷା (ବିଶୁଦ୍ଧ ବିଜ୍ଞାନ ଓ ଜୀବ ବିଜ୍ଞାନ) ଆବଶ୍ୟକ Trainees are required for Regional Science Centre, Pandit Jawaharlal Nehru Marg, Bhubaneswar, Pin- 751013 and Dhenkanal Science Centre, Near Rajbati, Dhenkanal, Pin- 759001 for a period of two years on consolidated stipend of Rs. 9000/- per month, for science demonstration to the visitors and other educational activities of the Centre. Interested candidates who have passed B.Sc. (Pure Science / Life Science) within last four years may submit their applications in plain paper alongwith copy of certificates. For details please visit website 'www.bitm.gov.in'. bbox=[394, 42, 756, 348]
ad-dpmu-nuapada: DPMU, M.D.M., NUAPADA SHORT TENDER NOTICE No.: 83/DPMU Date: 13.3.15 Sealed tenders are invited in the prescribed forms from the intending Individuals/Company/Firms/Corporations having valid agent's licenses for undertaking storage and transportation of foodstuff under Mid-Day-Meal Programme of Nuapada district during the year 2015-16 (from FCI to School point for Nuapada, Komna, Khariar. Sinapali & Boden Blocks). The detailed "TENDER NOTICE" and term & condition with the tender forms can be purchased from the District Project Management Unit, MDM, Nuapada (D.E.O. Office Campus) on payment of Rs.5000/- or can be downloaded from the website upto 1.00 P.M. of Dt.21.3.15. The details can also be downloaded from the website: http://www.nuapada.nic.in. The tenders shall be received by the District Nodal Officer (MDM)-cum-District Education Officer, Nuapada upto 04.00 P.M. and will be opened at 05.00 P.M. The cost of tender paper is not refundable. The undersigned reserves the right to reject any or all the tenders without assigning any reason thereof. Collector, Nuapada bbox=[394, 888, 756, 1274]
column-2 bbox=[394, 42, 756, 2166]
ad-utkal-university: ❀ UTKAL UNIVERSITY OF CULTURE Sardar Patel Hall Complex, Unit-II Bhubaneswar- 751009, Phone- 0674-2535484 No. 459/UUC, Dt.11.03.2015 QUOTATION CALL NOTICE (FOR GOLD MEDAL) No. CAD-704:- Quotations in sealed cover are invited from reputed and registered firms / Gold and Silver Merchants having updated VAT/IT Clearance Certificate for preparation and supply of 81 (Eighty one) Gold Medals for the purpose of 4th Convocation of Utkal University of Culture, Bhubaneswar. Interested firms are required to collect the details of specification of the gold medals from the office of the undersigned on all working days from 11.00AM to 5.00PM on or before 19.03.2015 which will be opened on 20.03.2015 at 4.30PM. Those who have already submitted quotations in response to this office advertisement No. 379 / UUC, Dt.28.02.2015 have to apply again. The University reserves the right to reject any or all quotation/s without assigning any reason thereof. Sd./- 03005/11/0008/1415 REGISTRAR bbox=[22, 568, 384, 986]
table-header-row: Procurement Officer Bid Identification No. Availability of tender On-line for biding bbox=[1136, 1339, 1473, 1370]
science-centre-logo-icon: ⚛ bbox=[401, 47, 435, 81]
column-4 bbox=[1128, 42, 1480, 2168]
grey-swatch bbox=[112, 2203, 140, 2217]
table-row: 1 2 3 4 bbox=[1136, 1387, 1473, 1405]
aiims-logo-icon: ✚ bbox=[401, 611, 435, 645]
registration-mark-right-top: C M Y K bbox=[1487, 60, 1495, 103]
table-row: 1. Type of works : Civil Construction works as in the D.T.C.N. bbox=[1137, 506, 1454, 536]
table-header-row: Form To bbox=[1136, 1370, 1473, 1388]
ad-aiims-battery-vehicles: ✚ ALL INDIA INSTITUTE OF MEDICAL SCIENCES (AIIMS), BHUBANESWAR (An Autonomous Body under Ministry of Health and Family Welfare, Govt. of India) Sijua, P.O.- Dumuduma, Bhubaneswar - 751019 E-mail : info@aiimsbhubaneswar.edu.in Website : www.aiimsbhubaneswar.edu.in No.J-11048(039)/2013-14/S & P/1142 Date : 14.03.2015 Notice Inviting Tender for "Battery Operated Transporting Vehicles" at AIIMS, Bhubaneswar The All India Institute of Medical Sciences(AIIMS),Bhubaneswar invites tender for "Battery Operated Transporting Vehicles" at AIIMS, Bhubaneswar under Two Bid Systems. Detailed description, terms & conditions and tender document along with the last date of submission of the tender can be viewed and downloaded from the website of AIIMS, Bhubaneswar www.aiimsbhubaneswar.edu.in . The last date of submission of Tender is Dt:18.03.2015 (12.00 hr). The cost of Tender Document downloaded from the website is Rs.2,000/- (Non-Refundable) to be deposited in the form of Demand Draft, drawn from any Nationalized Bank in favour of "AIIMS, Bhubaneswar". Administrative Officer AIIMS, Bhubaneswar bbox=[1128, 42, 1480, 392]
newspaper-page bbox=[22, 0, 1480, 2229]
ad-aiims-ent-implants: ✚ ALL INDIA INSTITUTE OF MEDICAL SCIENCES (AIIMS), BHUBANESWAR (An Autonomous Body under Ministry of Health and Family Welfare, Govt. of India) Sijua, P.O.- Dumuduma, Bhubaneswar - 751019 E-mail : info@aiimsbhubaneswar.edu.in Website : www.aiimsbhubaneswar.edu.in No.: AIIMS/BBSR/MS/15/161/1139 Date : 14.03.2015 Notice Inviting Tender for "ENT Implants on rate contract basis" at AIIMS, Bhubaneswar The All India Institute of Medical Sciences(AIIMS),Bhubaneswar invites tender for "ENT Implants on rate contract basis" at AIIMS, Bhubaneswar under Two Bid Systems. Detailed description, terms & conditions and tender document along with the last date of submission of the tender can be viewed and downloaded from the website of AIIMS, Bhubaneswar www.aiimsbhubaneswar.edu.in . The last date of submission of Tender is Dt:30.03.2015 (12.00 hr). The cost of Tender Document downloaded from the website is Rs.2,000/- (Non-Refundable) to be deposited in the form of Demand Draft, drawn from any Nationalized Bank in favour of "AIIMS, Bhubaneswar". Administrative Officer AIIMS, Bhubaneswar bbox=[394, 584, 756, 882]
balugaon-details-table bbox=[1135, 506, 1473, 715]
registration-mark-right-mid: C M Y K bbox=[1487, 1040, 1495, 1083]
black-swatch bbox=[1241, 2203, 1255, 2217]
